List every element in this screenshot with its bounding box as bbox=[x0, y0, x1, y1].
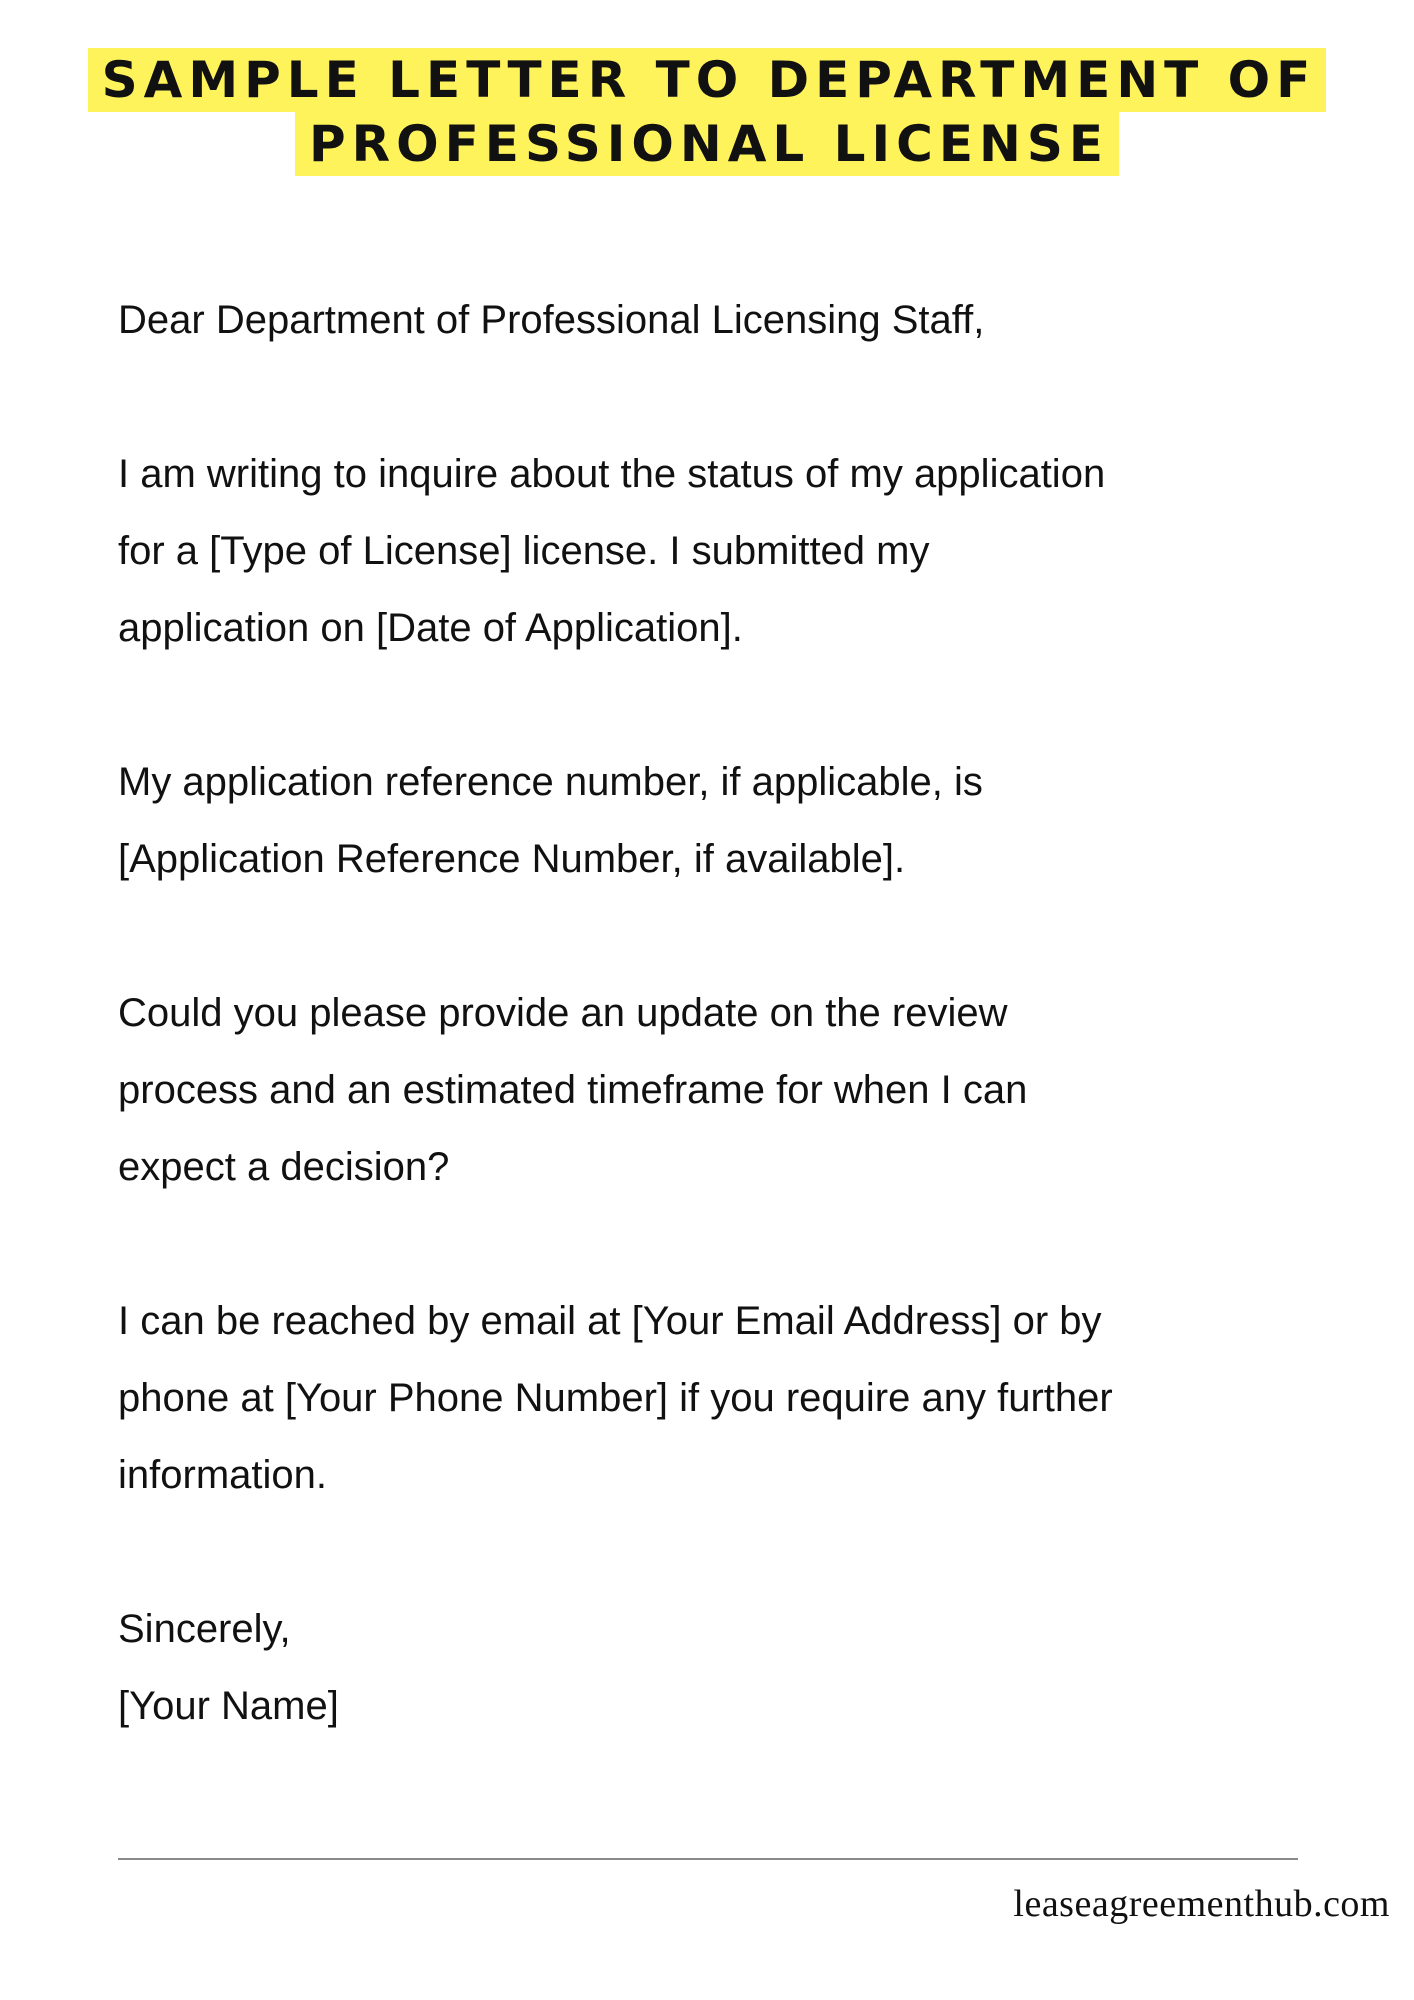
letter-line: application on [Date of Application]. bbox=[118, 606, 743, 650]
page-title bbox=[0, 48, 1414, 176]
letter-line: I can be reached by email at [Your Email Address] or by bbox=[118, 1299, 1102, 1343]
paragraph-update-request bbox=[118, 975, 1348, 1206]
title-line-1: SAMPLE LETTER TO DEPARTMENT OF bbox=[88, 48, 1327, 112]
paragraph-status-inquiry bbox=[118, 436, 1348, 667]
footer-divider bbox=[118, 1858, 1298, 1860]
paragraph-reference-number bbox=[118, 744, 1348, 898]
letter-line: Could you please provide an update on the review bbox=[118, 991, 1008, 1035]
letter-line: I am writing to inquire about the status of my application bbox=[118, 452, 1106, 496]
signature-name: [Your Name] bbox=[118, 1684, 339, 1728]
letter-body bbox=[118, 282, 1348, 1745]
salutation: Dear Department of Professional Licensing Staff, bbox=[118, 298, 985, 342]
letter-line: information. bbox=[118, 1453, 327, 1497]
letter-line: for a [Type of License] license. I submitted my bbox=[118, 529, 930, 573]
footer-brand: leaseagreementhub.com bbox=[1013, 1883, 1390, 1925]
letter-line: [Application Reference Number, if available]. bbox=[118, 837, 906, 881]
letter-line: phone at [Your Phone Number] if you require any further bbox=[118, 1376, 1113, 1420]
closing: Sincerely, bbox=[118, 1607, 291, 1651]
title-line-2: PROFESSIONAL LICENSE bbox=[295, 112, 1119, 176]
letter-line: expect a decision? bbox=[118, 1145, 450, 1189]
letter-line: My application reference number, if applicable, is bbox=[118, 760, 983, 804]
paragraph-contact-info bbox=[118, 1283, 1348, 1514]
letter-line: process and an estimated timeframe for when I can bbox=[118, 1068, 1028, 1112]
